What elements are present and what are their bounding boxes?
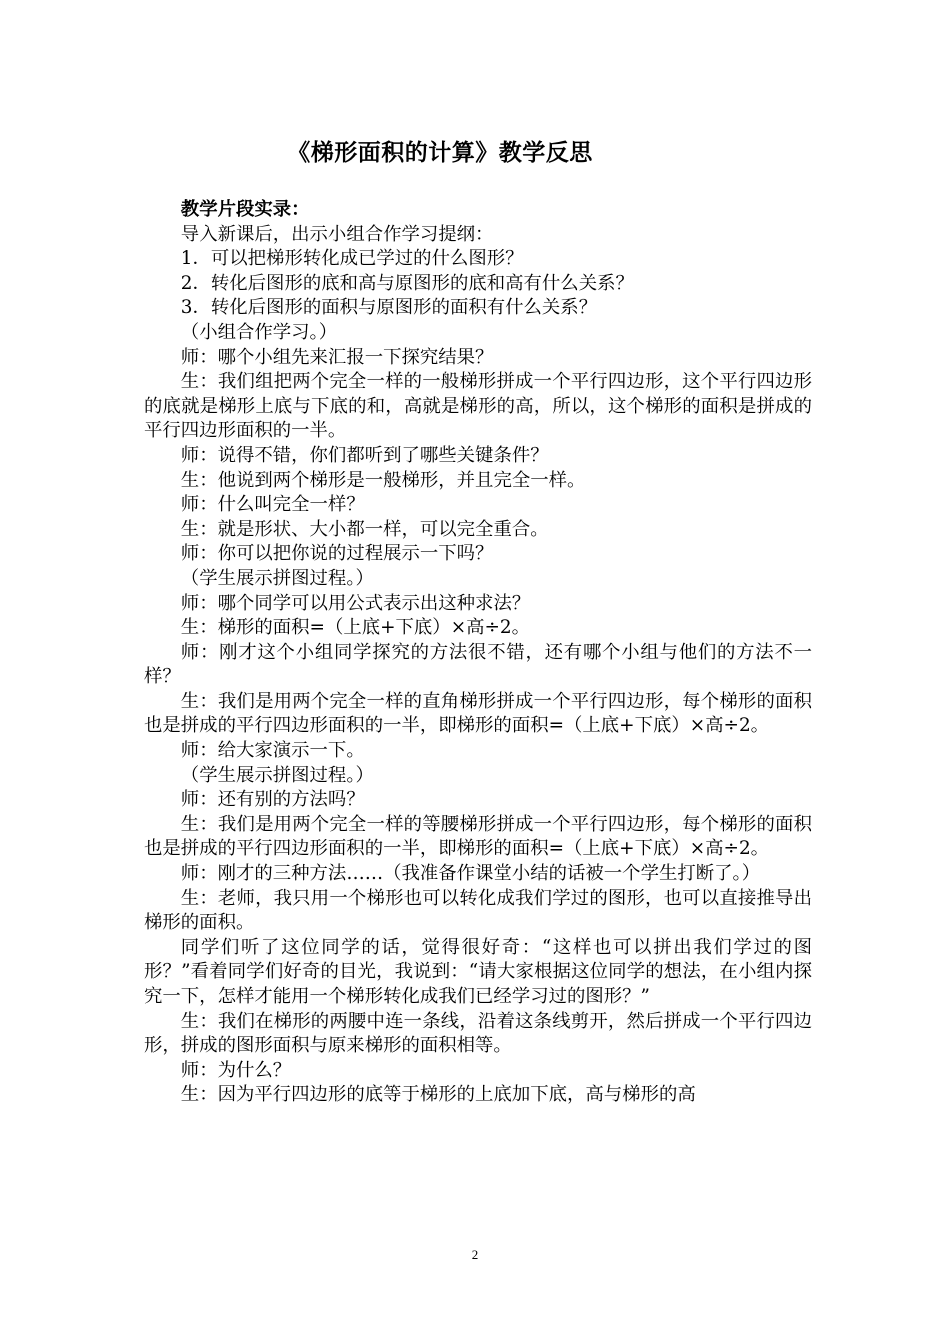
document-body bbox=[144, 198, 812, 1108]
paragraph: 同学们听了这位同学的话，觉得很好奇：“这样也可以拼出我们学过的图形？”看着同学们好奇的目光，我说到：“请大家根据这位同学的想法，在小组内探究一下，怎样才能用一个梯形转化成我们已经学习过的图形？” bbox=[144, 936, 812, 1007]
paragraph: （小组合作学习。） bbox=[180, 321, 338, 343]
paragraph: 生：我们是用两个完全一样的等腰梯形拼成一个平行四边形，每个梯形的面积也是拼成的平行四边形面积的一半，即梯形的面积=（上底+下底）×高÷2。 bbox=[144, 813, 812, 860]
paragraph: 师：哪个同学可以用公式表示出这种求法？ bbox=[180, 592, 531, 614]
paragraph: 2．转化后图形的底和高与原图形的底和高有什么关系？ bbox=[180, 272, 634, 294]
paragraph: 3．转化后图形的面积与原图形的面积有什么关系？ bbox=[180, 297, 598, 319]
paragraph: 生：我们组把两个完全一样的一般梯形拼成一个平行四边形，这个平行四边形的底就是梯形上底与下底的和，高就是梯形的高，所以，这个梯形的面积是拼成的平行四边形面积的一半。 bbox=[144, 371, 812, 442]
paragraph: 师：说得不错，你们都听到了哪些关键条件？ bbox=[180, 444, 549, 466]
document-title: 《梯形面积的计算》教学反思 bbox=[287, 139, 593, 166]
paragraph: （学生展示拼图过程。） bbox=[180, 764, 374, 786]
paragraph: 生：他说到两个梯形是一般梯形，并且完全一样。 bbox=[180, 469, 586, 491]
paragraph: 导入新课后，出示小组合作学习提纲： bbox=[180, 223, 494, 245]
paragraph: 1．可以把梯形转化成已学过的什么图形？ bbox=[180, 248, 524, 270]
paragraph: 师：还有别的方法吗？ bbox=[180, 789, 365, 811]
paragraph: 生：我们在梯形的两腰中连一条线，沿着这条线剪开，然后拼成一个平行四边形，拼成的图形面积与原来梯形的面积相等。 bbox=[144, 1010, 812, 1057]
paragraph: （学生展示拼图过程。） bbox=[180, 567, 374, 589]
paragraph: 生：就是形状、大小都一样，可以完全重合。 bbox=[180, 518, 549, 540]
paragraph: 师：刚才的三种方法……（我准备作课堂小结的话被一个学生打断了。） bbox=[180, 863, 761, 885]
page-number: 2 bbox=[471, 1247, 479, 1262]
paragraph: 生：因为平行四边形的底等于梯形的上底加下底，高与梯形的高 bbox=[180, 1084, 696, 1106]
paragraph: 师：为什么？ bbox=[180, 1059, 292, 1081]
paragraph: 生：梯形的面积=（上底+下底）×高÷2。 bbox=[180, 617, 530, 639]
paragraph: 师：哪个小组先来汇报一下探究结果？ bbox=[180, 346, 494, 368]
paragraph: 师：你可以把你说的过程展示一下吗？ bbox=[180, 543, 494, 565]
paragraph: 师：刚才这个小组同学探究的方法很不错，还有哪个小组与他们的方法不一样？ bbox=[144, 641, 812, 688]
paragraph: 师：给大家演示一下。 bbox=[180, 740, 365, 762]
paragraph: 生：我们是用两个完全一样的直角梯形拼成一个平行四边形，每个梯形的面积也是拼成的平行四边形面积的一半，即梯形的面积=（上底+下底）×高÷2。 bbox=[144, 690, 812, 737]
paragraph: 师：什么叫完全一样？ bbox=[180, 494, 365, 516]
paragraph: 生：老师，我只用一个梯形也可以转化成我们学过的图形，也可以直接推导出梯形的面积。 bbox=[144, 887, 812, 934]
paragraph: 教学片段实录： bbox=[180, 199, 310, 220]
